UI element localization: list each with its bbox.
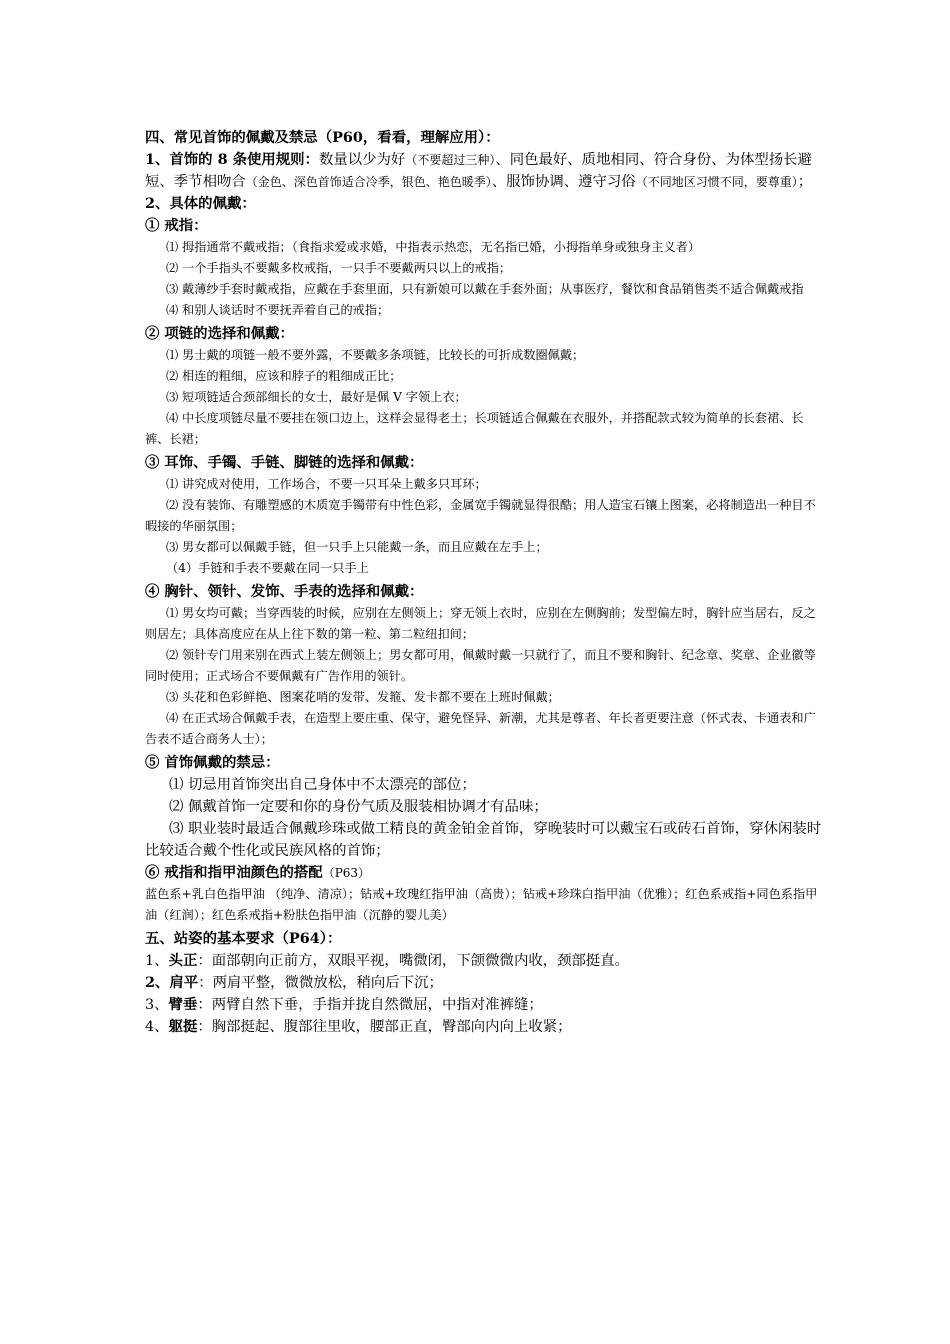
posture-item-3 [145, 994, 825, 1016]
necklace-heading: ② 项链的选择和佩戴： [145, 325, 294, 342]
section-4-heading: 四、常见首饰的佩戴及禁忌（P60，看看，理解应用）： [145, 129, 500, 146]
posture-item-2-label: 肩平 [169, 974, 199, 991]
necklace-item-4-text: ⑷ 中长度项链尽量不要挂在领口边上，这样会显得老土；长项链适合佩戴在衣服外，并搭配款式较为简单的长套裙、长裤、长裙； [145, 411, 804, 446]
jewelry-rules-text-4: ； [797, 174, 813, 190]
jewelry-rules-text-1: 数量以少为好 [318, 152, 406, 168]
rings-item-4: ⑷ 和别人谈话时不要抚弄着自己的戒指； [166, 303, 390, 317]
jewelry-rules-text-2: 、同色最好、质地相同、符合身份、为体型扬长避短、季节相吻合 [145, 152, 812, 190]
rings-item-3-text: ⑶ 戴薄纱手套时戴戒指，应戴在手套里面，只有新娘可以戴在手套外面；从事医疗，餐饮和食品销售类不适合佩戴戒指 [166, 282, 804, 296]
taboos-item-2: ⑵ 佩戴首饰一定要和你的身份气质及服装相协调才有品味； [169, 799, 548, 815]
earrings-item-2-text: ⑵ 没有装饰、有雕塑感的木质宽手镯带有中性色彩，金属宽手镯就显得很酷；用人造宝石镶上图案，必将制造出一种目不暇接的华丽氛围； [145, 498, 816, 533]
necklace-item-1: ⑴ 男士戴的项链一般不要外露，不要戴多条项链，比较长的可折成数圈佩戴； [166, 348, 585, 362]
necklace-item-4 [145, 408, 825, 450]
jewelry-rules-note-3: （不同地区习惯不同，要尊重） [635, 175, 798, 189]
specific-wearing-heading: 2、具体的佩戴： [145, 195, 256, 212]
document-body [145, 127, 825, 1038]
nail-heading-title: ⑥ 戒指和指甲油颜色的搭配 [145, 864, 323, 881]
earrings-item-1: ⑴ 讲究成对使用，工作场合，不要一只耳朵上戴多只耳环； [166, 477, 487, 491]
jewelry-rules-note-1: （不要超过三种） [405, 153, 496, 167]
brooch-item-4 [145, 708, 825, 750]
posture-item-1-num: 1、 [145, 953, 169, 969]
posture-item-2-num: 2、 [145, 974, 170, 991]
jewelry-rules-paragraph [145, 149, 825, 193]
jewelry-rules-note-2: （金色、深色首饰适合冷季，银色、艳色暖季） [245, 175, 492, 189]
rings-item-2: ⑵ 一个手指头不要戴多枚戒指，一只手不要戴两只以上的戒指； [166, 261, 512, 275]
posture-item-4 [145, 1016, 825, 1038]
brooch-item-1 [145, 603, 825, 645]
posture-item-4-label: 躯挺 [168, 1018, 198, 1035]
brooch-item-1-text: ⑴ 男女均可戴；当穿西装的时候，应别在左侧领上；穿无领上衣时，应别在左侧胸前；发型偏左时，胸针应当居右，反之则居左；具体高度应在从上往下数的第一粒、第二粒纽扣间； [145, 606, 816, 641]
nail-heading [145, 862, 825, 884]
posture-item-3-label: 臂垂 [168, 996, 198, 1013]
posture-item-1-text: ：面部朝向正前方，双眼平视，嘴微闭，下颌微微内收，颈部挺直。 [197, 953, 630, 969]
brooch-item-3: ⑶ 头花和色彩鲜艳、图案花哨的发带、发箍、发卡都不要在上班时佩戴； [166, 690, 560, 704]
nail-heading-page: （P63） [322, 866, 371, 880]
posture-item-3-num: 3、 [145, 997, 169, 1013]
earrings-item-4: （4）手链和手表不要戴在同一只手上 [166, 561, 369, 575]
section-5-heading: 五、站姿的基本要求（P64）： [145, 930, 342, 947]
jewelry-rules-text-3: 、服饰协调、遵守习俗 [491, 174, 636, 190]
rings-heading: ① 戒指： [145, 217, 208, 234]
posture-item-3-text: ：两臂自然下垂，手指并拢自然微屈，中指对准裤缝； [197, 997, 543, 1013]
necklace-item-3: ⑶ 短项链适合颈部细长的女士，最好是佩 V 字领上衣； [166, 390, 467, 404]
posture-item-1 [145, 950, 825, 972]
earrings-item-2 [145, 495, 825, 537]
brooch-item-4-text: ⑷ 在正式场合佩戴手表，在造型上要庄重、保守，避免怪异、新潮，尤其是尊者、年长者更要注意（怀式表、卡通表和广告表不适合商务人士）； [145, 711, 816, 746]
taboos-item-1: ⑴ 切忌用首饰突出自己身体中不太漂亮的部位； [169, 777, 476, 793]
earrings-heading: ③ 耳饰、手镯、手链、脚链的选择和佩戴： [145, 454, 424, 471]
taboos-item-3 [145, 818, 825, 862]
nail-text: 蓝色系+乳白色指甲油 （纯净、清凉）；钻戒+玫瑰红指甲油（高贵）；钻戒+珍珠白指甲油（优雅）；红色系戒指+同色系指甲油（红润）；红色系戒指+粉肤色指甲油（沉静的婴儿美） [145, 887, 818, 922]
taboos-item-3-text: ⑶ 职业装时最适合佩戴珍珠或做工精良的黄金铂金首饰，穿晚装时可以戴宝石或砖石首饰，穿休闲装时比较适合戴个性化或民族风格的首饰； [145, 821, 822, 859]
brooch-item-2 [145, 645, 825, 687]
rings-item-1: ⑴ 拇指通常不戴戒指；（食指求爱或求婚，中指表示热恋，无名指已婚，小拇指单身或独身主义者） [166, 240, 701, 254]
posture-item-2 [145, 972, 825, 994]
brooch-heading: ④ 胸针、领针、发饰、手表的选择和佩戴： [145, 583, 424, 600]
taboos-heading: ⑤ 首饰佩戴的禁忌： [145, 754, 280, 771]
necklace-item-2: ⑵ 相连的粗细，应该和脖子的粗细成正比； [166, 369, 402, 383]
jewelry-rules-lead: 1、首饰的 8 条使用规则： [145, 151, 319, 168]
brooch-item-2-text: ⑵ 领针专门用来别在西式上装左侧领上；男女都可用，佩戴时戴一只就行了，而且不要和胸针、纪念章、奖章、企业徽等同时使用；正式场合不要佩戴有广告作用的领针。 [145, 648, 816, 683]
earrings-item-3: ⑶ 男女都可以佩戴手链，但一只手上只能戴一条，而且应戴在左手上； [166, 540, 548, 554]
posture-item-2-text: ：两肩平整，微微放松，稍向后下沉； [198, 975, 443, 991]
posture-item-4-text: ：胸部挺起、腹部往里收，腰部正直，臀部向内向上收紧； [197, 1019, 572, 1035]
rings-item-3 [145, 279, 825, 300]
posture-item-4-num: 4、 [145, 1019, 169, 1035]
posture-item-1-label: 头正 [168, 952, 198, 969]
